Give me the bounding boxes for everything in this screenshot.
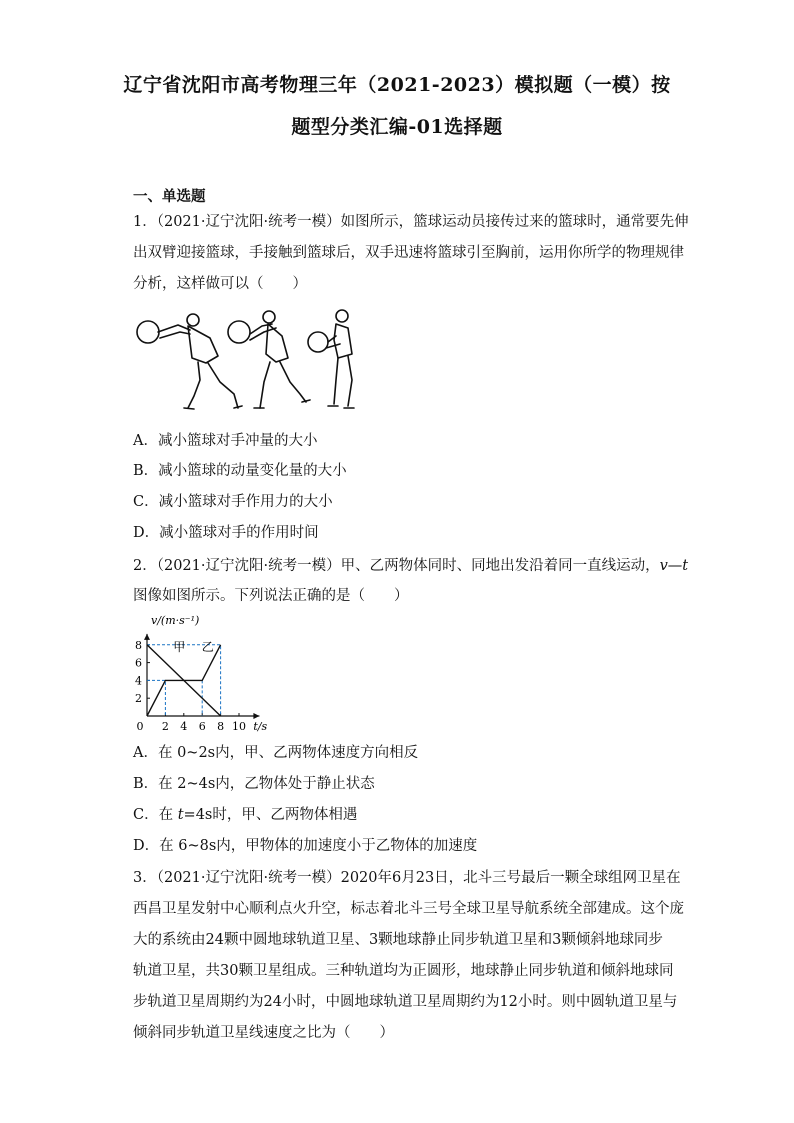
q1-text-line3: 分析，这样做可以（ ）	[133, 276, 307, 292]
y-tick-label: 6	[135, 656, 142, 670]
q1-option-c: C．减小篮球对手作用力的大小	[133, 494, 333, 510]
q2-option-c-pre: C．在	[133, 807, 178, 823]
q3-text-line2: 西昌卫星发射中心顺利点火升空，标志着北斗三号全球卫星导航系统全部建成。这个庞	[133, 901, 684, 917]
q1-text-line2: 出双臂迎接篮球，手接触到篮球后，双手迅速将篮球引至胸前，运用你所学的物理规律	[133, 245, 684, 261]
q2-option-d: D．在 6~8s内，甲物体的加速度小于乙物体的加速度	[133, 838, 478, 854]
q1-text-line1: 1．（2021·辽宁沈阳·统考一模）如图所示，篮球运动员接传过来的篮球时，通常要先伸	[133, 214, 689, 230]
q1-option-d: D．减小篮球对手的作用时间	[133, 525, 319, 541]
q1-option-a: A．减小篮球对手冲量的大小	[133, 433, 318, 449]
section-heading: 一、单选题	[133, 188, 206, 205]
q2-option-b: B．在 2~4s内，乙物体处于静止状态	[133, 776, 375, 792]
q3-text-line4: 轨道卫星，共30颗卫星组成。三种轨道均为正圆形，地球静止同步轨道和倾斜地球同	[133, 963, 674, 979]
y-tick-label: 8	[135, 638, 142, 652]
x-tick-label: 4	[180, 720, 188, 733]
y-axis-arrow	[144, 634, 150, 640]
q2-option-c-var: t	[177, 807, 184, 823]
q1-option-b: B．减小篮球的动量变化量的大小	[133, 463, 347, 479]
q2-option-a: A．在 0~2s内，甲、乙两物体速度方向相反	[133, 745, 419, 761]
series-label-jia: 甲	[173, 640, 186, 655]
vt-graph	[125, 612, 270, 737]
q2-text-var-vt: v—t	[659, 558, 689, 574]
q3-text-line6: 倾斜同步轨道卫星线速度之比为（ ）	[133, 1025, 394, 1041]
y-tick-label: 2	[135, 692, 142, 706]
q3-text-line1: 3．（2021·辽宁沈阳·统考一模）2020年6月23日，北斗三号最后一颗全球组网卫星在	[133, 870, 681, 886]
q3-text-line3: 大的系统由24颗中圆地球轨道卫星、3颗地球静止同步轨道卫星和3颗倾斜地球同步	[133, 932, 663, 948]
q2-text-line2: 图像如图所示。下列说法正确的是（ ）	[133, 588, 409, 604]
x-axis-arrow	[253, 713, 259, 719]
q2-text-line1	[133, 557, 688, 575]
x-tick-label: 8	[217, 720, 225, 733]
q3-text-line5: 步轨道卫星周期约为24小时，中圆地球轨道卫星周期约为12小时。则中圆轨道卫星与	[133, 994, 678, 1010]
x-axis-label: t/s	[253, 720, 268, 733]
q2-option-c	[133, 806, 357, 824]
doc-title-line1: 辽宁省沈阳市高考物理三年（2021-2023）模拟题（一模）按	[123, 74, 671, 96]
q2-option-c-post: =4s时，甲、乙两物体相遇	[183, 807, 358, 823]
origin-label: 0	[136, 720, 144, 733]
basketball-figure	[130, 308, 365, 414]
doc-title-line2: 题型分类汇编-01选择题	[291, 116, 503, 138]
q2-text-line1-main: 2．（2021·辽宁沈阳·统考一模）甲、乙两物体同时、同地出发沿着同一直线运动，	[133, 558, 660, 574]
y-tick-label: 4	[135, 674, 142, 688]
x-tick-label: 10	[232, 720, 246, 733]
x-tick-label: 6	[198, 720, 206, 733]
x-tick-label: 2	[161, 720, 169, 733]
y-axis-label: v/(m·s⁻¹)	[151, 614, 200, 627]
series-label-yi: 乙	[201, 640, 214, 655]
